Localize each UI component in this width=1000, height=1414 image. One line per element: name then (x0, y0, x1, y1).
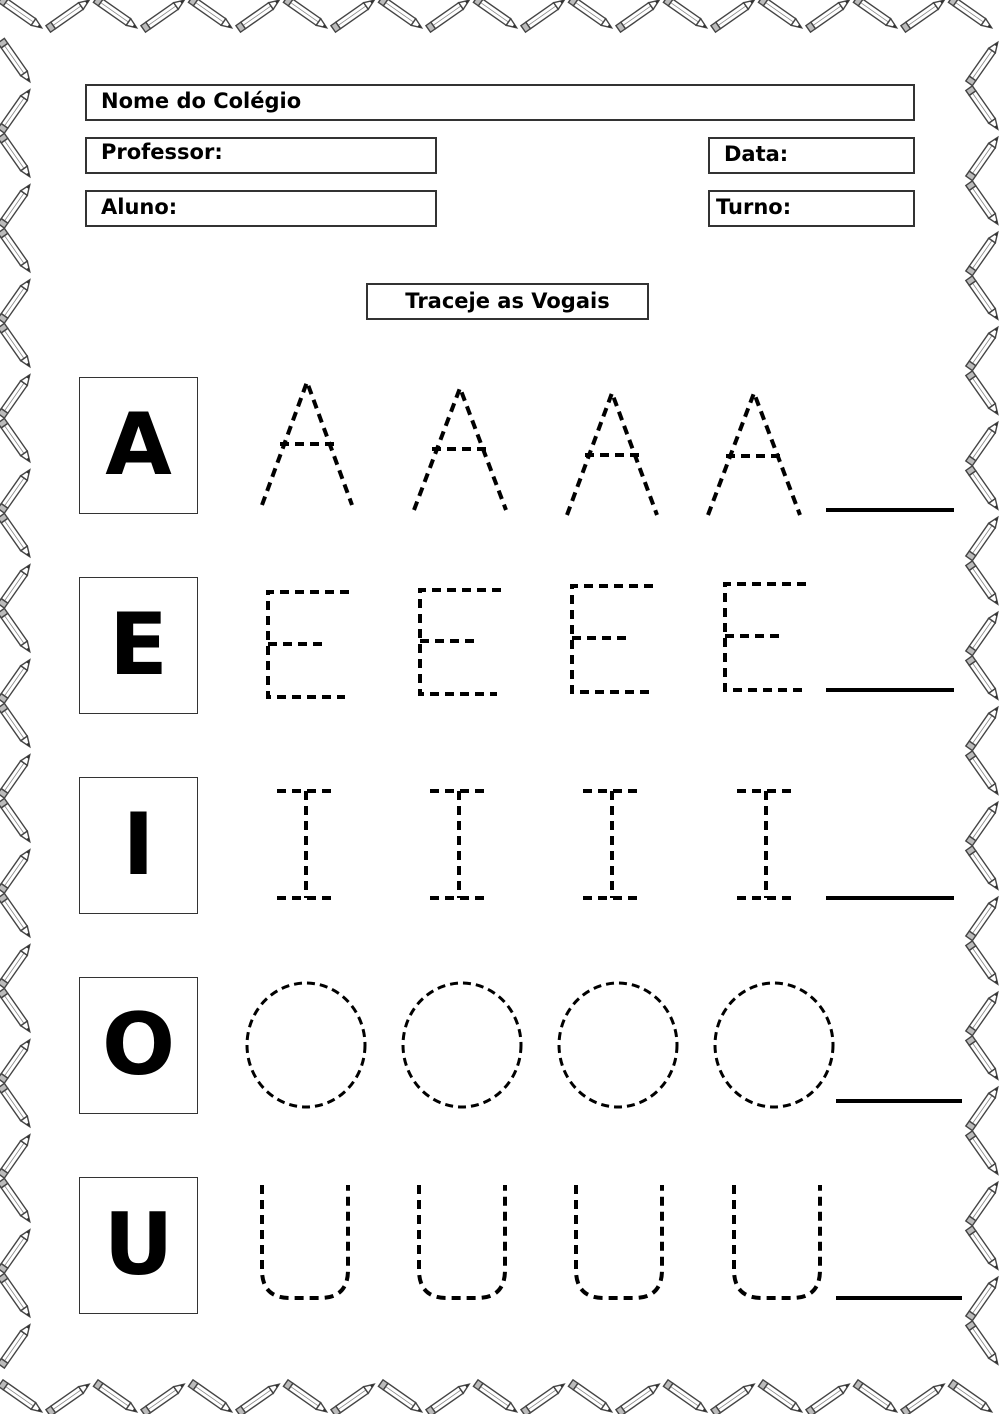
pencil-icon (0, 988, 33, 1034)
pencil-icon (853, 0, 899, 31)
pencil-icon (966, 1180, 1000, 1226)
pencil-icon (966, 610, 1000, 656)
student-label: Aluno: (101, 195, 178, 219)
pencil-icon (966, 705, 1000, 751)
pencil-icon (0, 943, 33, 989)
pencil-icon (966, 800, 1000, 846)
pencil-icon (0, 278, 33, 324)
pencil-icon (0, 373, 33, 419)
pencil-icon (966, 181, 1000, 227)
pencil-icon (0, 848, 33, 894)
pencil-icon (331, 0, 377, 32)
date-field[interactable] (708, 137, 915, 174)
pencil-icon (966, 656, 1000, 702)
pencil-icon (966, 1321, 1000, 1367)
pencil-icon (966, 1275, 1000, 1321)
pencil-icon (966, 1085, 1000, 1131)
pencil-icon (663, 1380, 709, 1414)
pencil-icon (711, 0, 757, 32)
pencil-icon (188, 1380, 234, 1414)
pencil-icon (0, 323, 33, 369)
model-letter-i: I (79, 777, 198, 914)
pencil-icon (966, 515, 1000, 561)
pencil-icon (473, 0, 519, 31)
pencil-icon (0, 0, 44, 31)
pencil-icon (966, 895, 1000, 941)
pencil-icon (966, 941, 1000, 987)
pencil-icon (93, 1380, 139, 1414)
pencil-icon (0, 608, 33, 654)
pencil-icon (0, 38, 33, 84)
pencil-icon (0, 228, 33, 274)
pencil-icon (426, 1381, 472, 1414)
pencil-icon (966, 325, 1000, 371)
activity-title-text: Traceje as Vogais (405, 289, 610, 313)
pencil-icon (46, 0, 92, 32)
pencil-icon (141, 0, 187, 32)
date-label: Data: (724, 142, 789, 166)
pencil-icon (0, 468, 33, 514)
pencil-icon (948, 1380, 994, 1414)
pencil-icon (966, 1131, 1000, 1177)
pencil-icon (0, 418, 33, 464)
pencil-icon (0, 1083, 33, 1129)
pencil-icon (966, 86, 1000, 132)
pencil-icon (966, 1036, 1000, 1082)
pencil-icon (966, 751, 1000, 797)
pencil-icon (0, 133, 33, 179)
pencil-icon (46, 1381, 92, 1414)
pencil-icon (0, 1133, 33, 1179)
pencil-icon (141, 1381, 187, 1414)
pencil-icon (0, 703, 33, 749)
pencil-icon (521, 0, 567, 32)
pencil-icon (901, 0, 947, 32)
pencil-icon (521, 1381, 567, 1414)
pencil-icon (0, 753, 33, 799)
pencil-icon (0, 88, 33, 134)
pencil-icon (758, 1380, 804, 1414)
pencil-icon (966, 1226, 1000, 1272)
school-name-field[interactable] (85, 84, 915, 121)
pencil-icon (663, 0, 709, 31)
pencil-icon (0, 183, 33, 229)
pencil-icon (966, 230, 1000, 276)
model-letter-o: O (79, 977, 198, 1114)
pencil-icon (901, 1381, 947, 1414)
shift-label: Turno: (716, 195, 792, 219)
pencil-icon (0, 1228, 33, 1274)
pencil-icon (948, 0, 994, 31)
teacher-field[interactable] (85, 137, 437, 174)
pencil-icon (283, 1380, 329, 1414)
pencil-icon (93, 0, 139, 31)
model-letter-u: U (79, 1177, 198, 1314)
pencil-icon (378, 0, 424, 31)
pencil-icon (0, 563, 33, 609)
pencil-icon (711, 1381, 757, 1414)
pencil-icon (0, 798, 33, 844)
pencil-icon (966, 40, 1000, 86)
pencil-icon (0, 658, 33, 704)
pencil-icon (283, 0, 329, 31)
pencil-icon (188, 0, 234, 31)
pencil-icon (568, 1380, 614, 1414)
pencil-icon (0, 1323, 33, 1369)
pencil-icon (966, 135, 1000, 181)
teacher-label: Professor: (101, 140, 223, 164)
pencil-icon (966, 561, 1000, 607)
student-field[interactable] (85, 190, 437, 227)
pencil-icon (236, 0, 282, 32)
pencil-icon (966, 276, 1000, 322)
school-name-label: Nome do Colégio (101, 89, 302, 113)
pencil-icon (0, 1038, 33, 1084)
pencil-icon (853, 1380, 899, 1414)
pencil-icon (473, 1380, 519, 1414)
pencil-icon (0, 1380, 44, 1414)
pencil-icon (0, 1273, 33, 1319)
pencil-icon (966, 990, 1000, 1036)
pencil-icon (806, 0, 852, 32)
pencil-icon (236, 1381, 282, 1414)
pencil-icon (966, 846, 1000, 892)
pencil-icon (616, 0, 662, 32)
model-letter-e: E (79, 577, 198, 714)
pencil-icon (568, 0, 614, 31)
shift-field[interactable] (708, 190, 915, 227)
pencil-icon (0, 513, 33, 559)
activity-title (366, 283, 649, 320)
pencil-icon (966, 420, 1000, 466)
pencil-icon (616, 1381, 662, 1414)
pencil-icon (0, 893, 33, 939)
pencil-icon (378, 1380, 424, 1414)
pencil-icon (966, 371, 1000, 417)
pencil-icon (758, 0, 804, 31)
model-letter-a: A (79, 377, 198, 514)
pencil-icon (966, 466, 1000, 512)
pencil-icon (331, 1381, 377, 1414)
pencil-icon (426, 0, 472, 32)
pencil-icon (0, 1178, 33, 1224)
pencil-icon (806, 1381, 852, 1414)
